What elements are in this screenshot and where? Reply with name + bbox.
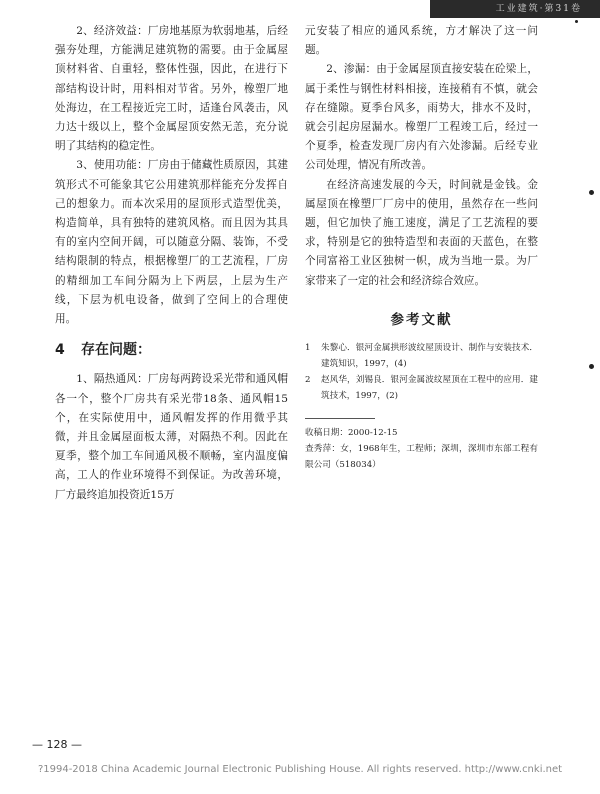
reference-number: 1 [305,343,311,354]
section-heading [55,341,288,360]
page-number: — 128 — [32,738,82,751]
copyright-footer: ?1994-2018 China Academic Journal Electronic Publishing House. All rights reserved. http://www.cnki.net [37,764,563,775]
left-column [55,22,288,505]
paragraph-conclusion: 在经济高速发展的今天，时间就是金钱。金属屋顶在橡塑厂厂房中的使用，虽然存在一些问题，但它加快了施工速度，满足了工艺流程的要求，特别是它的独特造型和表面的天蓝色，在整个同富裕工业区独树一帜，成为当地一景。为厂家带来了一定的社会和经济综合效应。 [305,178,538,287]
reference-number: 2 [305,375,311,386]
reference-item [305,340,538,372]
running-head: 工业建筑·第31卷 [430,0,600,18]
author-info: 查秀萍：女，1968年生，工程师；深圳，深圳市东部工程有限公司（518034） [305,444,538,471]
references-title: 参考文献 [390,311,453,328]
divider [305,418,375,419]
right-column [305,22,538,473]
paragraph-leakage: 2、渗漏：由于金属屋顶直接安装在砼梁上，属于柔性与钢性材料相接，连接稍有不慎，就会存在缝隙。夏季台风多，雨势大，排水不及时，就会引起房屋漏水。橡塑厂工程竣工后，经过一个夏季，检查发现厂房内有六处渗漏。后经专业公司处理，情况有所改善。 [305,63,538,172]
paragraph-usage-function: 3、使用功能：厂房由于储藏性质原因，其建筑形式不可能象其它公用建筑那样能充分发挥自己的想象力。而本次采用的屋顶形式造型优美，构造简单，具有独特的建筑风格。而且因为其具有的室内空间开阔，可以随意分隔、装饰，不受结构限制的特点，根据橡塑厂的工艺流程，厂房的精细加工车间分隔为上下两层，上层为生产线，下层为机电设备，做到了空间上的合理使用。 [55,159,288,326]
section-number: 4 [55,342,65,359]
reference-text: 朱黎心．银河金属拱形波纹屋顶设计、制作与安装技术．建筑知识，1997，(4) [321,343,538,370]
scan-mark [589,190,594,195]
section-title: 存在问题： [81,342,151,359]
reference-text: 赵风华，刘锡良．银河金属波纹屋顶在工程中的应用．建筑技术，1997，(2) [321,375,538,402]
paragraph-continuation: 元安装了相应的通风系统，方才解决了这一问题。 [305,25,538,57]
received-date: 收稿日期：2000-12-15 [305,428,398,439]
scan-mark [589,364,594,369]
reference-item [305,372,538,404]
paragraph-insulation-ventilation: 1、隔热通风：厂房每两跨设采光带和通风帽各一个，整个厂房共有采光带18条、通风帽15个，在实际使用中，通风帽发挥的作用微乎其微，并且金属屋面板太薄，对隔热不利。因此在夏季，整个加工车间通风极不顺畅，室内温度偏高，工人的作业环境得不到保证。为改善环境，厂方最终追加投资近15万 [55,373,288,501]
scan-mark [575,20,578,23]
paragraph-economic-benefit: 2、经济效益：厂房地基原为软弱地基，后经强夯处理，方能满足建筑物的需要。由于金属屋顶材料省、自重轻，整体性强，因此，在进行下部结构设计时，用料相对节省。另外，橡塑厂地处海边，在工程接近完工时，适逢台风袭击，风力达十级以上，整个金属屋顶安然无恙，充分说明了其结构的稳定性。 [55,25,288,153]
